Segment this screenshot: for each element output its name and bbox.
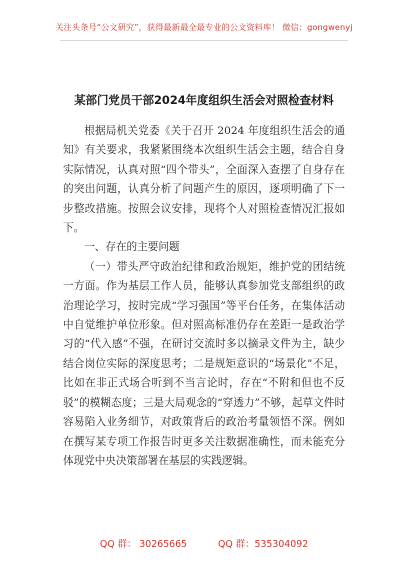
section-heading: 一、存在的主要问题 [84, 241, 180, 254]
footer-qq-group-1: QQ 群： 30265665 [99, 539, 188, 550]
header-banner: 关注头条号“公文研究”，获得最新最全最专业的公文资料库！ 微信：gongwenyj [55, 22, 353, 32]
intro-paragraph: 根据局机关党委《关于召开 2024 年度组织生活会的通知》有关要求，我紧紧围绕本次组织生活会主题，结合自身实际情况，认真对照“四个带头”，全面深入查摆了自身存在的突出问题，认真分析了问题产生的原因，逐项明确了下一步整改措施。按照会议安排，现将个人对照检查情况汇报如下。 [63, 125, 345, 235]
document-body [63, 122, 345, 471]
footer-contacts [0, 536, 408, 550]
footer-qq-group-2: QQ 群：535304092 [218, 539, 309, 550]
document-title: 某部门党员干部2024年度组织生活会对照检查材料 [74, 93, 334, 107]
header-divider [60, 40, 348, 41]
body-paragraph: （一）带头严守政治纪律和政治规矩，维护党的团结统一方面。作为基层工作人员，能够认真参加党支部组织的政治理论学习，按时完成“学习强国”等平台任务，在集体活动中自觉维护单位形象。但对照高标准仍存在差距一是政治学习的“代入感”不强，在研讨交流时多以摘录文件为主，缺少结合岗位实际的深度思考；二是规矩意识的“场景化”不足，比如在非正式场合听到不当言论时，存在“不附和但也不反驳”的模糊态度；三是大局观念的“穿透力”不够，起草文件时容易陷入业务细节，对政策背后的政治考量领悟不深。例如在撰写某专项工作报告时更多关注数据准确性，而未能充分体现党中央决策部署在基层的实践逻辑。 [63, 260, 345, 467]
